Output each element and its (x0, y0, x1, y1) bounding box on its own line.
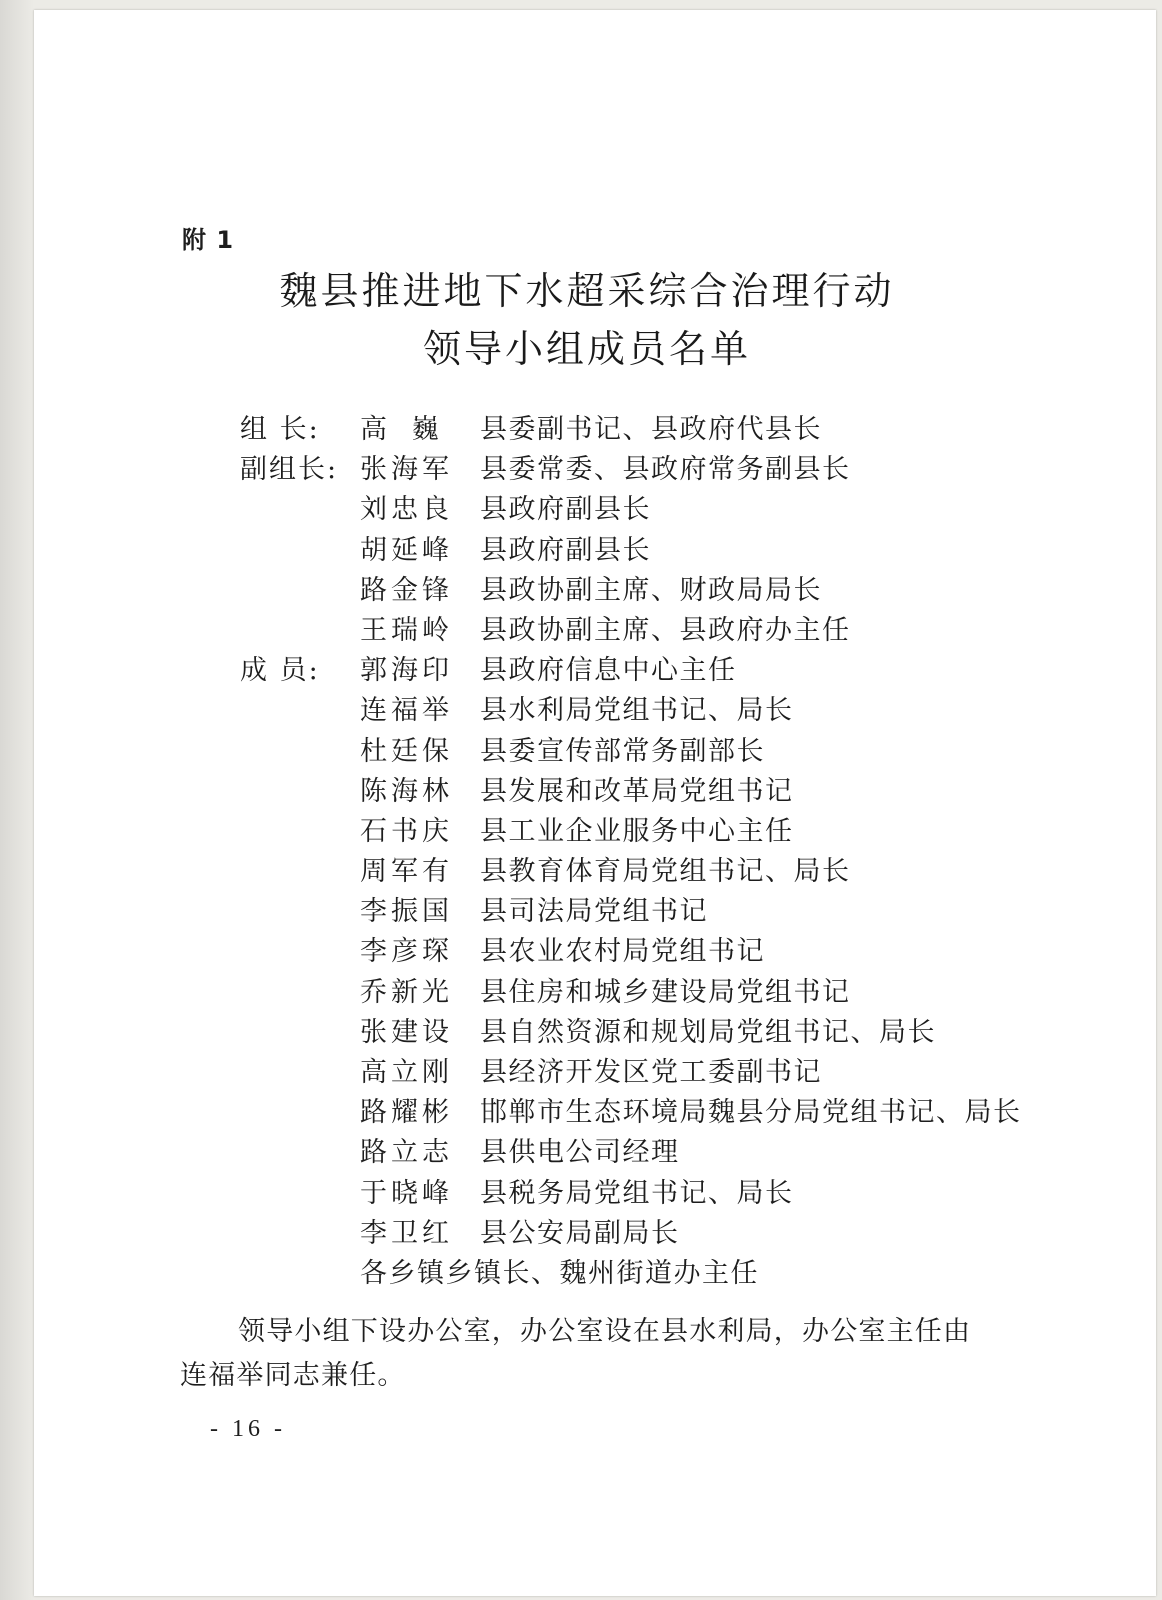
document-title-line-1: 魏县推进地下水超采综合治理行动 (279, 269, 895, 313)
roster-name: 王瑞岭 (360, 614, 453, 646)
roster-row (240, 772, 1040, 812)
roster-post: 县自然资源和规划局党组书记、局长 (480, 1016, 936, 1048)
roster-name: 张海军 (360, 454, 453, 486)
roster-post: 县委宣传部常务副部长 (480, 735, 765, 767)
office-paragraph-line-1: 领导小组下设办公室，办公室设在县水利局，办公室主任由 (238, 1316, 972, 1347)
roster-row (240, 410, 1040, 450)
roster-post: 县水利局党组书记、局长 (480, 695, 794, 727)
member-roster (240, 410, 1040, 1294)
roster-name: 刘忠良 (360, 494, 453, 526)
roster-name: 路立志 (360, 1137, 453, 1169)
roster-post: 县住房和城乡建设局党组书记 (480, 976, 851, 1008)
roster-row (240, 1254, 1040, 1294)
roster-name: 胡延峰 (360, 534, 453, 566)
roster-role: 组 长: (240, 414, 320, 445)
roster-row (240, 732, 1040, 772)
roster-post: 县教育体育局党组书记、局长 (480, 856, 851, 888)
document-title-line-2: 领导小组成员名单 (422, 327, 751, 371)
roster-post: 各乡镇乡镇长、魏州街道办主任 (360, 1257, 759, 1289)
roster-row (240, 852, 1040, 892)
roster-row (240, 812, 1040, 852)
roster-name: 杜廷保 (360, 735, 453, 767)
roster-row (240, 1013, 1040, 1053)
roster-post: 县委副书记、县政府代县长 (480, 414, 822, 445)
roster-post: 县税务局党组书记、局长 (480, 1177, 794, 1209)
roster-post: 县政府信息中心主任 (480, 655, 737, 687)
roster-row (240, 973, 1040, 1013)
roster-post: 县发展和改革局党组书记 (480, 775, 794, 807)
roster-role: 成 员: (240, 655, 320, 687)
roster-name: 于晓峰 (360, 1177, 453, 1209)
roster-post: 县政府副县长 (480, 534, 651, 566)
page-number: - 16 - (210, 1416, 286, 1442)
roster-post: 县公安局副局长 (480, 1217, 680, 1249)
roster-row (240, 932, 1040, 972)
roster-post: 邯郸市生态环境局魏县分局党组书记、局长 (480, 1097, 1022, 1129)
roster-post: 县农业农村局党组书记 (480, 936, 765, 968)
attachment-label: 附 1 (182, 226, 235, 254)
roster-name: 连福举 (360, 695, 453, 727)
roster-row (240, 691, 1040, 731)
roster-row (240, 651, 1040, 691)
roster-name: 李彦琛 (360, 936, 453, 968)
roster-post: 县司法局党组书记 (480, 896, 708, 928)
roster-post: 县委常委、县政府常务副县长 (480, 454, 851, 486)
office-paragraph-line-2: 连福举同志兼任。 (180, 1360, 406, 1391)
roster-row (240, 490, 1040, 530)
roster-role: 副组长: (240, 454, 339, 486)
roster-post: 县政协副主席、县政府办主任 (480, 614, 851, 646)
roster-name: 乔新光 (360, 976, 453, 1008)
office-paragraph (180, 1310, 1010, 1398)
roster-name: 张建设 (360, 1016, 453, 1048)
roster-name: 高立刚 (360, 1057, 453, 1088)
roster-post: 县供电公司经理 (480, 1137, 680, 1169)
roster-row (240, 892, 1040, 932)
roster-row (240, 1093, 1040, 1133)
roster-row (240, 531, 1040, 571)
roster-post: 县工业企业服务中心主任 (480, 815, 794, 847)
roster-name: 李振国 (360, 896, 453, 928)
roster-row (240, 1053, 1040, 1093)
roster-name: 李卫红 (360, 1217, 453, 1249)
roster-post: 县政府副县长 (480, 494, 651, 526)
roster-row (240, 611, 1040, 651)
roster-name: 周军有 (360, 856, 453, 888)
roster-name: 石书庆 (360, 815, 453, 847)
roster-post: 县经济开发区党工委副书记 (480, 1057, 822, 1088)
roster-row (240, 1214, 1040, 1254)
roster-post: 县政协副主席、财政局局长 (480, 574, 822, 606)
roster-name: 陈海林 (360, 775, 453, 807)
roster-row (240, 1174, 1040, 1214)
roster-row (240, 450, 1040, 490)
roster-name: 高 巍 (360, 414, 447, 445)
roster-name: 郭海印 (360, 655, 453, 687)
roster-name: 路金锋 (360, 574, 453, 606)
roster-row (240, 1133, 1040, 1173)
roster-row (240, 571, 1040, 611)
roster-name: 路耀彬 (360, 1097, 453, 1129)
scan-left-margin (0, 0, 34, 1600)
